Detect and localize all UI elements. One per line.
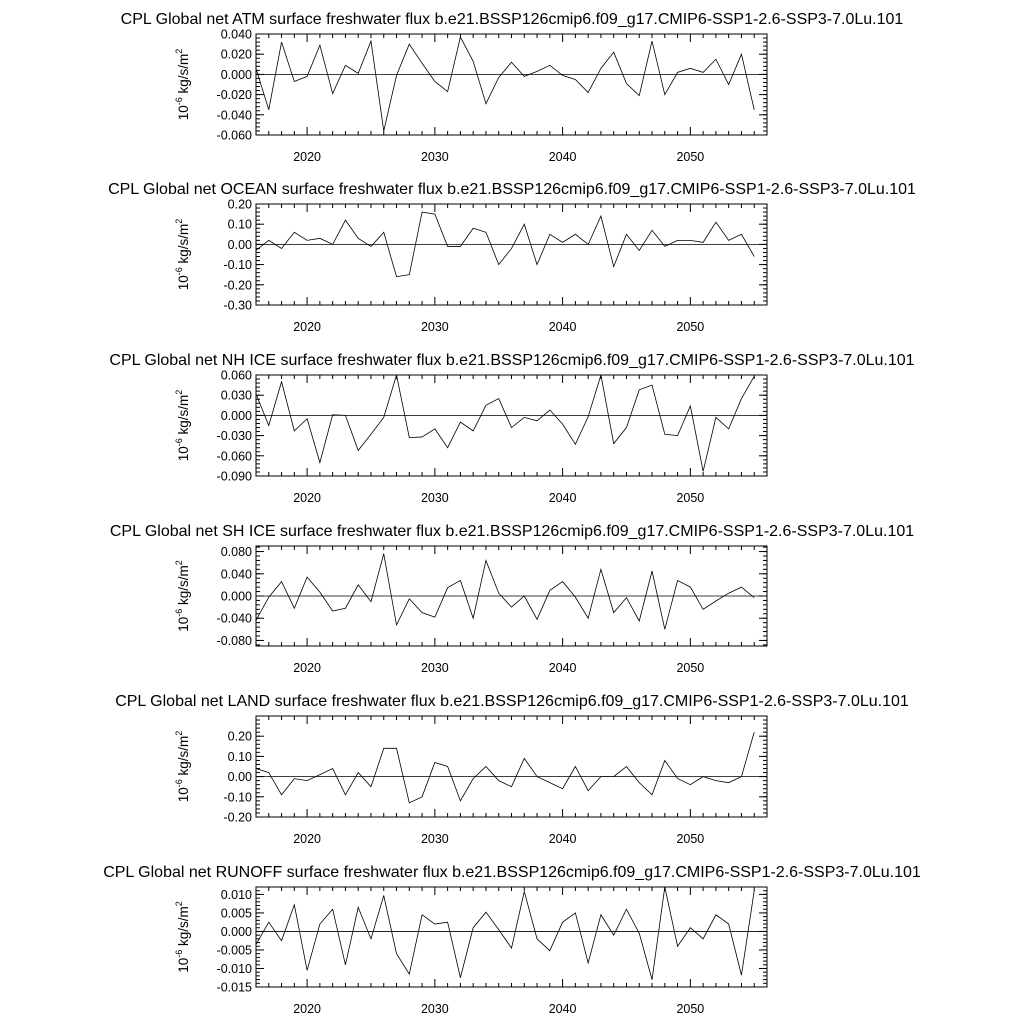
plot-frame xyxy=(256,204,767,305)
y-tick-label: 0.00 xyxy=(227,237,252,252)
y-tick-label: 0.000 xyxy=(220,67,252,82)
panel-title: CPL Global net OCEAN surface freshwater flux b.e21.BSSP126cmip6.f09_g17.CMIP6-SSP1-2.6-SSP3-7.0Lu.101 xyxy=(108,181,916,198)
y-axis-label: $10^{-6}$ $kg/s/m^2$ xyxy=(174,218,191,291)
series-line-sh-ice xyxy=(256,554,754,630)
y-tick-label: 0.000 xyxy=(220,589,252,604)
y-tick-label: 0.20 xyxy=(227,197,252,212)
x-tick-label: 2040 xyxy=(548,661,577,675)
plot-frame xyxy=(256,716,767,817)
y-tick-label: -0.080 xyxy=(216,633,252,648)
y-tick-label: 0.10 xyxy=(227,217,252,232)
panel-4 xyxy=(110,523,914,675)
x-tick-label: 2040 xyxy=(548,1002,577,1016)
panel-title: CPL Global net NH ICE surface freshwater flux b.e21.BSSP126cmip6.f09_g17.CMIP6-SSP1-2.6-SSP3-7.0Lu.101 xyxy=(109,352,915,369)
x-tick-label: 2020 xyxy=(293,661,322,675)
x-tick-label: 2020 xyxy=(293,1002,322,1016)
series-line-nh-ice xyxy=(256,375,754,471)
panel-6 xyxy=(103,864,921,1016)
y-tick-label: -0.040 xyxy=(216,611,252,626)
y-tick-label: -0.20 xyxy=(223,278,252,293)
y-tick-label: 0.000 xyxy=(220,924,252,939)
y-tick-label: -0.10 xyxy=(223,790,252,805)
y-tick-label: -0.010 xyxy=(216,961,252,976)
y-tick-label: 0.030 xyxy=(220,388,252,403)
y-axis-label: $10^{-6}$ $kg/s/m^2$ xyxy=(174,730,191,803)
y-tick-label: 0.020 xyxy=(220,47,252,62)
plot-frame xyxy=(256,375,767,476)
x-tick-label: 2030 xyxy=(420,320,449,334)
series-line-atm xyxy=(256,37,754,131)
x-tick-label: 2020 xyxy=(293,491,322,505)
x-tick-label: 2050 xyxy=(676,150,705,164)
series-line-runoff xyxy=(256,887,754,980)
series-line-land xyxy=(256,732,754,803)
y-tick-label: -0.10 xyxy=(223,258,252,273)
x-tick-label: 2020 xyxy=(293,150,322,164)
y-tick-label: 0.040 xyxy=(220,27,252,42)
y-tick-label: 0.10 xyxy=(227,749,252,764)
y-tick-label: 0.000 xyxy=(220,408,252,423)
x-tick-label: 2030 xyxy=(420,150,449,164)
x-tick-label: 2040 xyxy=(548,491,577,505)
y-axis-label: $10^{-6}$ $kg/s/m^2$ xyxy=(174,901,191,973)
y-tick-label: 0.060 xyxy=(220,368,252,383)
panel-title: CPL Global net ATM surface freshwater flux b.e21.BSSP126cmip6.f09_g17.CMIP6-SSP1-2.6-SSP3-7.0Lu.101 xyxy=(120,11,904,28)
y-tick-label: -0.005 xyxy=(216,943,252,958)
y-tick-label: 0.080 xyxy=(220,545,252,560)
panel-2 xyxy=(108,181,916,334)
panel-title: CPL Global net SH ICE surface freshwater flux b.e21.BSSP126cmip6.f09_g17.CMIP6-SSP1-2.6-SSP3-7.0Lu.101 xyxy=(109,523,915,540)
panel-5 xyxy=(115,693,909,846)
x-tick-label: 2030 xyxy=(420,1002,449,1016)
plot-frame xyxy=(256,887,767,987)
y-tick-label: -0.30 xyxy=(223,298,252,313)
panel-title: CPL Global net LAND surface freshwater flux b.e21.BSSP126cmip6.f09_g17.CMIP6-SSP1-2.6-SSP3-7.0Lu.101 xyxy=(115,693,909,710)
x-tick-label: 2050 xyxy=(676,320,705,334)
y-tick-label: -0.090 xyxy=(216,469,252,484)
x-tick-label: 2030 xyxy=(420,832,449,846)
x-tick-label: 2020 xyxy=(293,832,322,846)
x-tick-label: 2040 xyxy=(548,832,577,846)
x-tick-label: 2020 xyxy=(293,320,322,334)
x-tick-label: 2040 xyxy=(548,150,577,164)
x-tick-label: 2030 xyxy=(420,661,449,675)
y-tick-label: -0.060 xyxy=(216,449,252,464)
x-tick-label: 2050 xyxy=(676,1002,705,1016)
x-tick-label: 2030 xyxy=(420,491,449,505)
y-axis-label: $10^{-6}$ $kg/s/m^2$ xyxy=(174,48,191,121)
y-axis-label: $10^{-6}$ $kg/s/m^2$ xyxy=(174,389,191,462)
x-tick-label: 2050 xyxy=(676,661,705,675)
y-tick-label: -0.020 xyxy=(216,88,252,103)
y-tick-label: -0.040 xyxy=(216,108,252,123)
y-tick-label: -0.060 xyxy=(216,128,252,143)
y-tick-label: -0.030 xyxy=(216,429,252,444)
y-tick-label: -0.015 xyxy=(216,980,252,995)
x-tick-label: 2050 xyxy=(676,832,705,846)
panel-1 xyxy=(121,11,904,164)
x-tick-label: 2050 xyxy=(676,491,705,505)
x-tick-label: 2040 xyxy=(548,320,577,334)
y-tick-label: 0.005 xyxy=(220,906,252,921)
y-tick-label: -0.20 xyxy=(223,810,252,825)
y-tick-label: 0.20 xyxy=(227,729,252,744)
y-tick-label: 0.010 xyxy=(220,887,252,902)
plot-frame xyxy=(256,34,767,135)
panel-title: CPL Global net RUNOFF surface freshwater flux b.e21.BSSP126cmip6.f09_g17.CMIP6-SSP1-2.6-SSP3-7.0Lu.101 xyxy=(103,864,921,881)
y-tick-label: 0.040 xyxy=(220,567,252,582)
panel-3 xyxy=(109,352,914,505)
y-axis-label: $10^{-6}$ $kg/s/m^2$ xyxy=(174,560,191,632)
y-tick-label: 0.00 xyxy=(227,770,252,785)
